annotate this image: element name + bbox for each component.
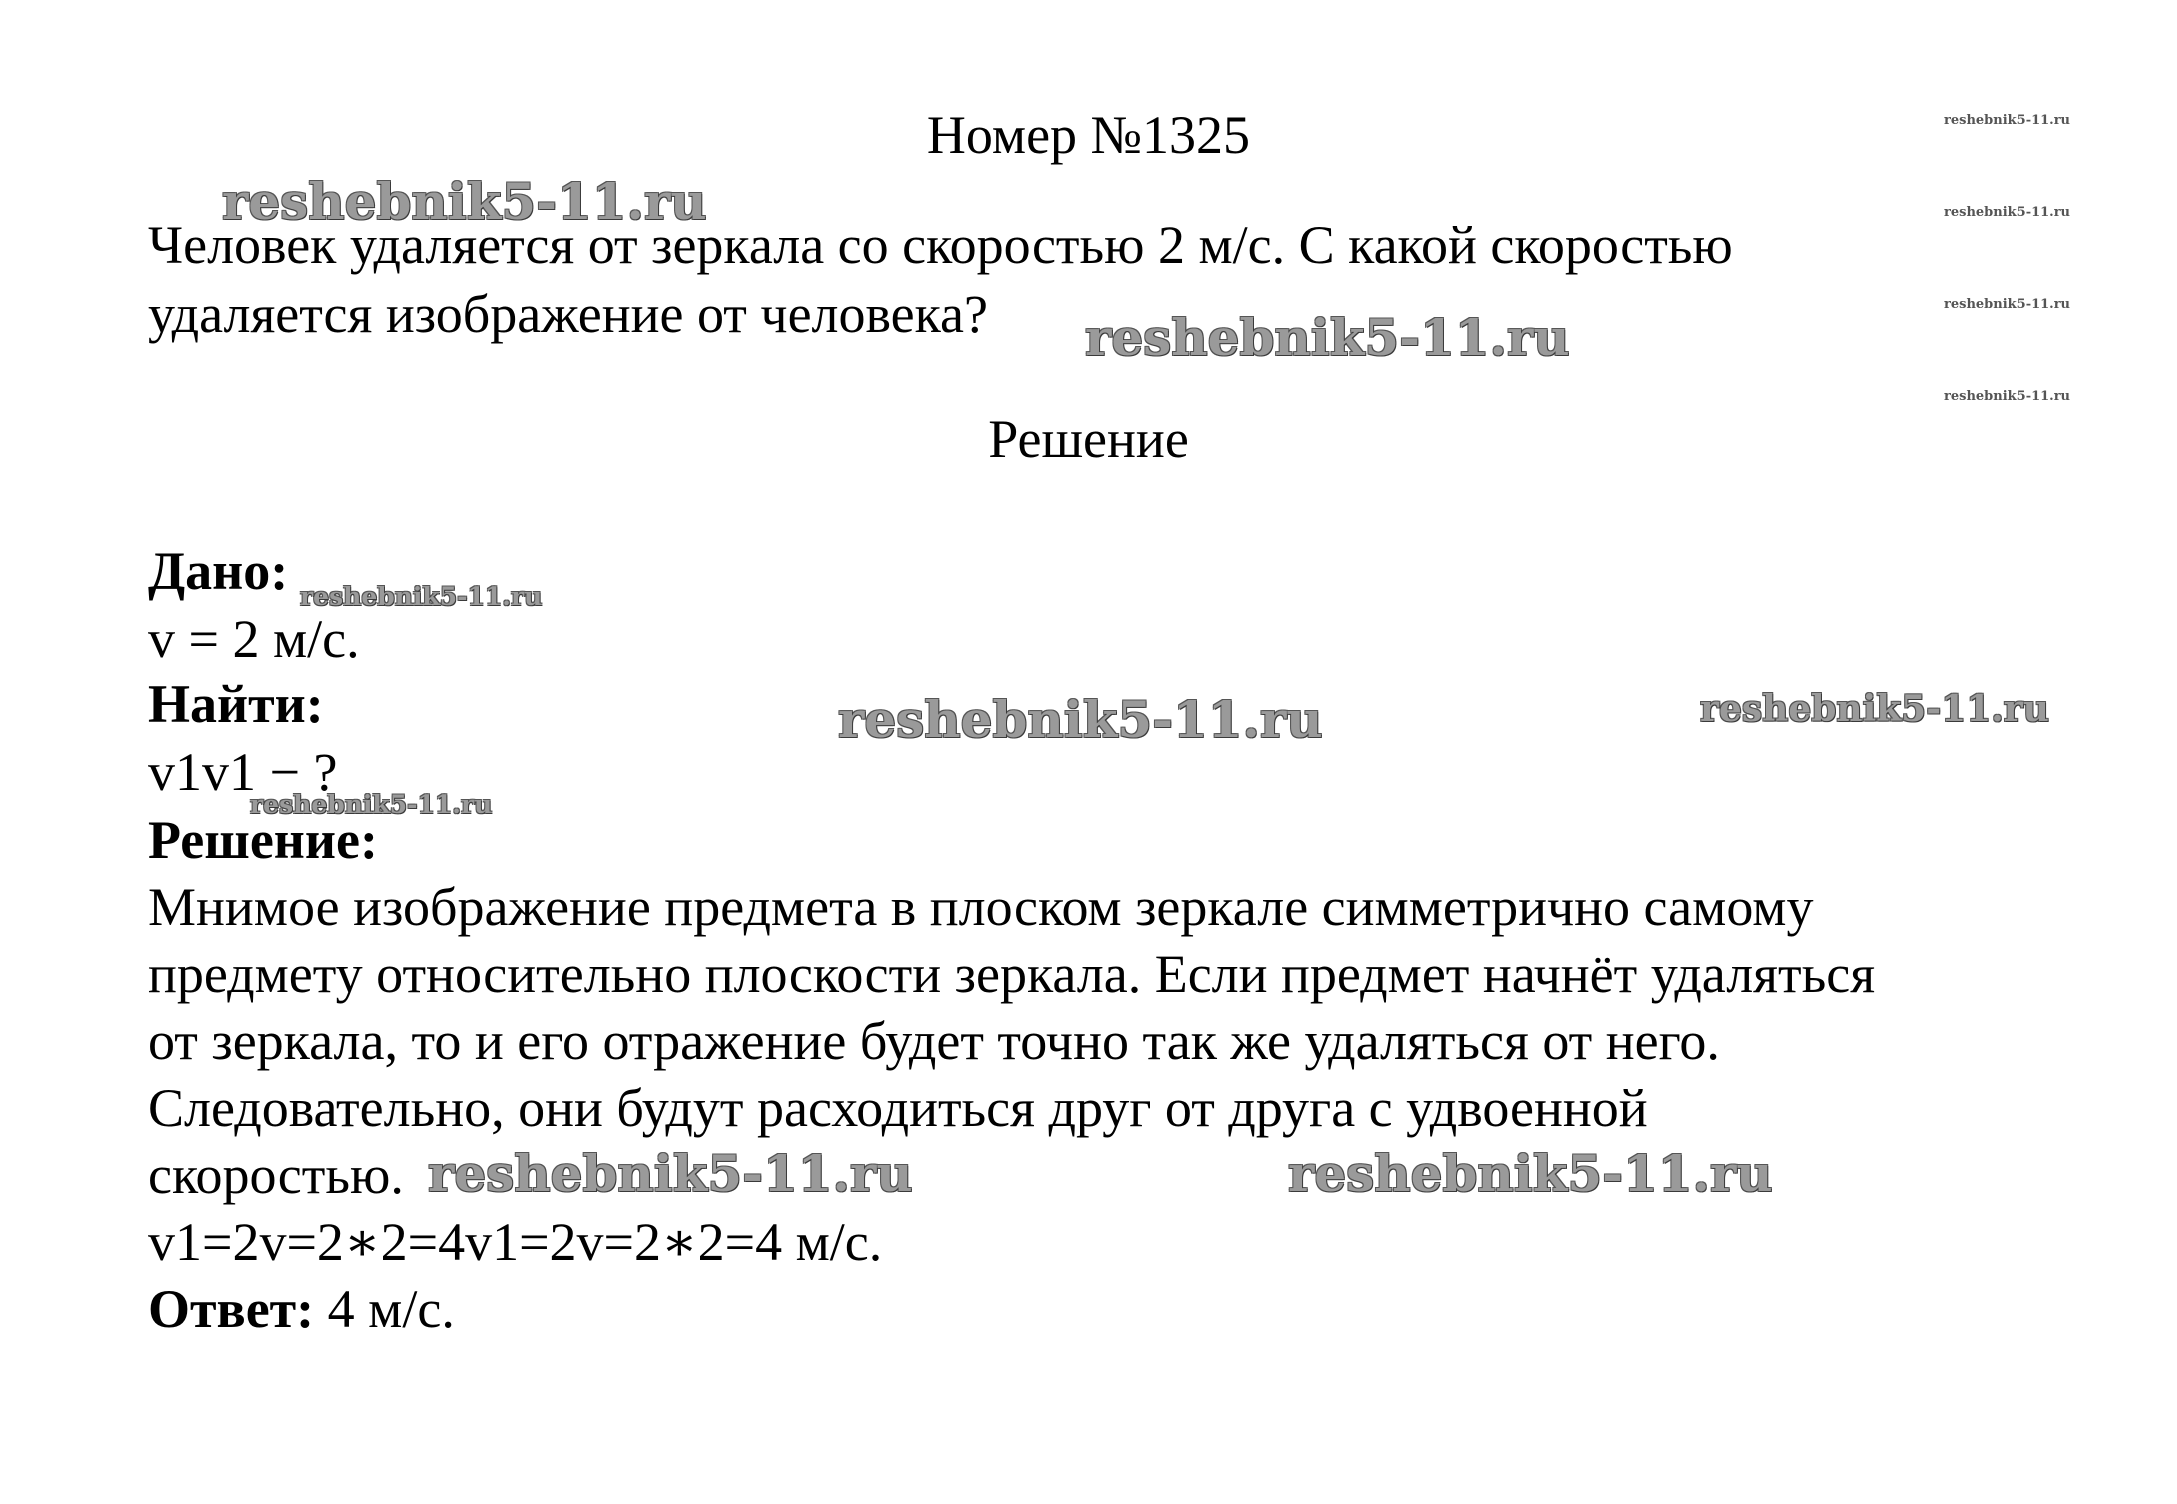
given-value: v = 2 м/с. [148, 609, 360, 669]
watermark: reshebnik5-11.ru [1944, 297, 2071, 312]
solution-line: от зеркала, то и его отражение будет точно так же удаляться от него. [148, 1011, 1720, 1071]
problem-line-2: удаляется изображение от человека? [148, 284, 988, 344]
solution-line: скоростью. [148, 1145, 404, 1205]
watermark: reshebnik5-11.ru [222, 172, 707, 231]
find-label: Найти: [148, 674, 324, 734]
watermark: reshebnik5-11.ru [300, 582, 543, 611]
answer-value: 4 м/с. [314, 1279, 455, 1339]
watermark: reshebnik5-11.ru [1944, 113, 2071, 128]
watermark: reshebnik5-11.ru [250, 790, 493, 819]
watermark: reshebnik5-11.ru [1085, 308, 1570, 367]
find-value: v1v1 − ? [148, 742, 338, 802]
solution-line: Следовательно, они будут расходиться друг от друга с удвоенной [148, 1078, 1648, 1138]
solution-formula: v1=2v=2∗2=4v1=2v=2∗2=4 м/с. [148, 1212, 883, 1272]
solution-line: Мнимое изображение предмета в плоском зеркале симметрично самому [148, 877, 1814, 937]
page-title: Номер №1325 [926, 105, 1251, 165]
watermark: reshebnik5-11.ru [1288, 1144, 1773, 1203]
watermark: reshebnik5-11.ru [1944, 205, 2071, 220]
watermark: reshebnik5-11.ru [1700, 688, 2049, 730]
answer-line [148, 1279, 455, 1339]
watermark: reshebnik5-11.ru [1944, 389, 2071, 404]
given-label: Дано: [148, 541, 289, 601]
solution-line: предмету относительно плоскости зеркала. Если предмет начнёт удаляться [148, 944, 1876, 1004]
problem-line-1: Человек удаляется от зеркала со скоростью 2 м/с. С какой скоростью [148, 215, 1733, 275]
watermark: reshebnik5-11.ru [838, 690, 1323, 749]
answer-label: Ответ: [148, 1279, 315, 1339]
solution-heading: Решение [988, 409, 1189, 469]
solution-label: Решение: [148, 810, 378, 870]
watermark: reshebnik5-11.ru [428, 1144, 913, 1203]
